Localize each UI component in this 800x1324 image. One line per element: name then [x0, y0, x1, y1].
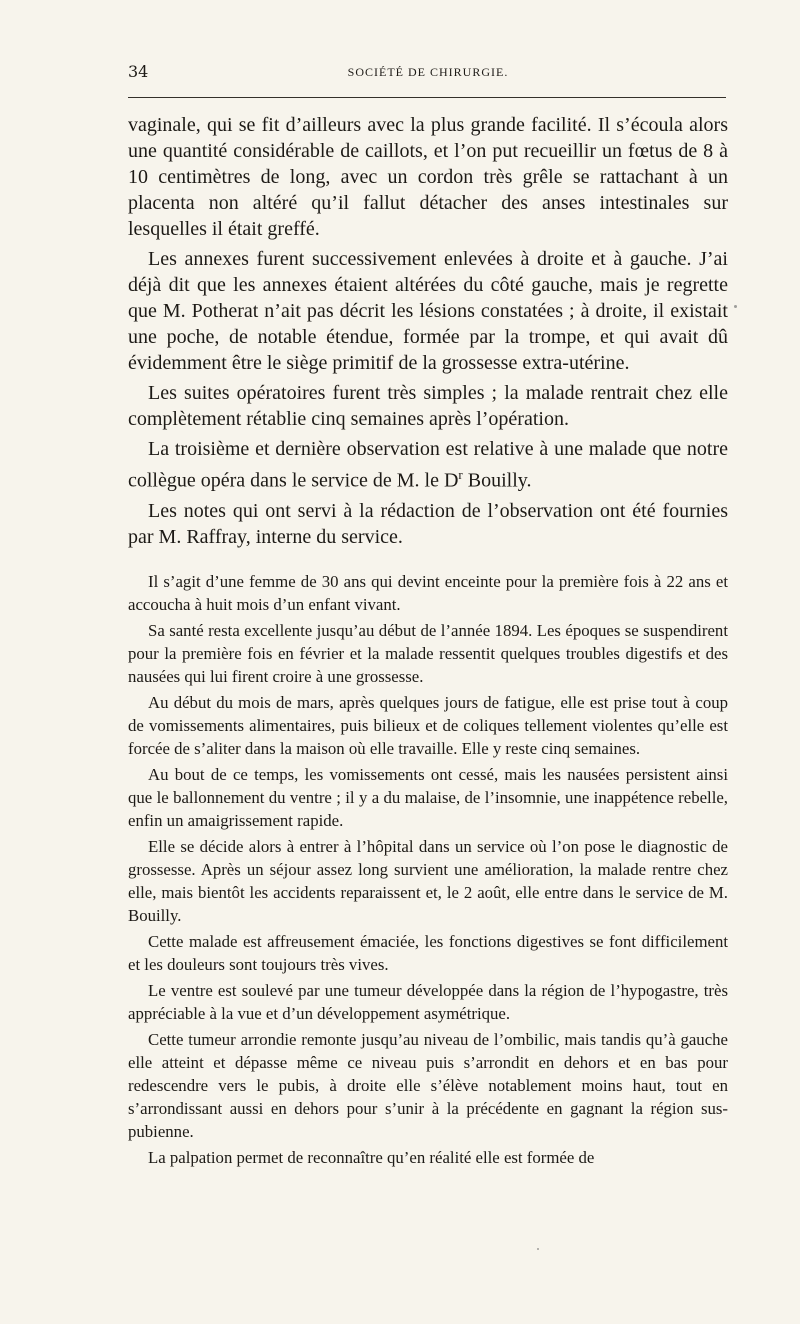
page-header	[128, 60, 728, 88]
paragraph-third-observation	[128, 436, 728, 494]
paragraph-suites: Les suites opératoires furent très simples ; la malade rentrait chez elle complètement rétablie cinq semaines après l’opération.	[128, 382, 728, 430]
observation-paragraph: Elle se décide alors à entrer à l’hôpital dans un service où l’on pose le diagnostic de grossesse. Après un séjour assez long survient une amélioration, la malade rentre chez elle, mais bientôt les accidents reparaissent et, le 2 août, elle entre dans le service de M. Bouilly.	[128, 837, 728, 925]
observation-paragraph: Au début du mois de mars, après quelques jours de fatigue, elle est prise tout à coup de vomissements alimentaires, puis bilieux et de coliques tellement violentes qu’elle est forcée de s’aliter dans la maison où elle travaille. Elle y reste cinq semaines.	[128, 693, 728, 758]
main-text	[128, 112, 728, 550]
observation-paragraph: Cette tumeur arrondie remonte jusqu’au niveau de l’ombilic, mais tandis qu’à gauche elle atteint et dépasse même ce niveau puis s’arrondit en dehors et en bas pour redescendre vers le pubis, à droite elle s’élève notablement moins haut, tout en s’arrondissant aussi en dehors pour s’unir à la précédente en gagnant la région sus-pubienne.	[128, 1030, 728, 1141]
paper-speck	[734, 305, 737, 308]
observation-paragraph: Le ventre est soulevé par une tumeur développée dans la région de l’hypogastre, très appréciable à la vue et d’un développement asymétrique.	[128, 981, 728, 1023]
paragraph-continuation: vaginale, qui se fit d’ailleurs avec la plus grande facilité. Il s’écoula alors une quantité considérable de caillots, et l’on put recueillir un fœtus de 8 à 10 centimètres de long, avec un cordon très grêle se rattachant à un placenta non altéré qu’il fallut détacher des anses intestinales sur lesquelles il était greffé.	[128, 114, 728, 240]
running-title: SOCIÉTÉ DE CHIRURGIE.	[347, 65, 509, 79]
observation-paragraph: La palpation permet de reconnaître qu’en réalité elle est formée de	[148, 1148, 595, 1167]
observation-paragraph: Sa santé resta excellente jusqu’au début de l’année 1894. Les époques se suspendirent pour la première fois en février et la malade ressentit quelques troubles digestifs et des nausées qui lui firent croire à une grossesse.	[128, 621, 728, 686]
third-observation-text: La troisième et dernière observation est relative à une malade que notre collègue opéra dans le service de M. le D	[128, 438, 728, 492]
observation-paragraph: Il s’agit d’une femme de 30 ans qui devint enceinte pour la première fois à 22 ans et accoucha à huit mois d’un enfant vivant.	[128, 572, 728, 614]
third-observation-end: Bouilly.	[462, 469, 532, 492]
page-number: 34	[128, 62, 149, 81]
observation-text	[128, 570, 728, 1169]
paragraph-notes: Les notes qui ont servi à la rédaction de l’observation ont été fournies par M. Raffray, interne du service.	[128, 499, 728, 548]
doctor-abbreviation-superscript: r	[458, 467, 463, 482]
header-rule	[128, 97, 726, 98]
paragraph-annexes: Les annexes furent successivement enlevées à droite et à gauche. J’ai déjà dit que les annexes étaient altérées du côté gauche, mais je regrette que M. Potherat n’ait pas décrit les lésions constatées ; à droite, il existait une poche, de notable étendue, formée par la trompe, et qui avait dû évidemment être le siège primitif de la grossesse extra-utérine.	[128, 248, 728, 374]
observation-paragraph: Au bout de ce temps, les vomissements ont cessé, mais les nausées persistent ainsi que le ballonnement du ventre ; il y a du malaise, de l’insomnie, une inappétence rebelle, enfin un amaigrissement rapide.	[128, 765, 728, 830]
observation-paragraph: Cette malade est affreusement émaciée, les fonctions digestives se font difficilement et les douleurs sont toujours très vives.	[128, 932, 728, 974]
paper-speck	[537, 1248, 539, 1250]
